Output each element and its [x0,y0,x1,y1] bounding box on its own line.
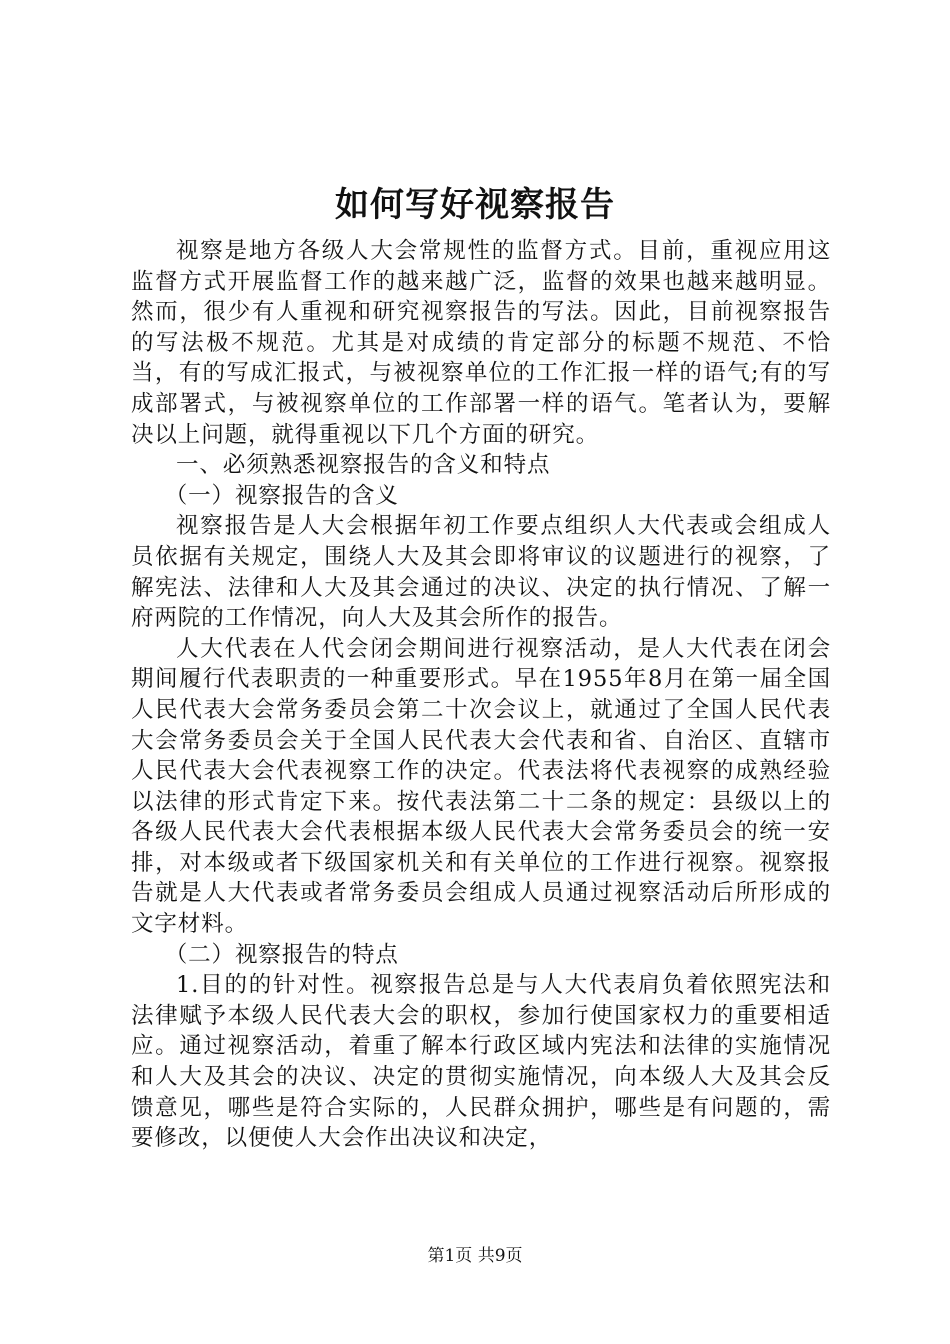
paragraph-definition: 视察报告是人大会根据年初工作要点组织人大代表或会组成人员依据有关规定，围绕人大及其会即将审议的议题进行的视察，了解宪法、法律和人大及其会通过的决议、决定的执行情况、了解一府两院的工作情况，向人大及其会所作的报告。 [131,513,831,632]
section-heading-1: 一、必须熟悉视察报告的含义和特点 [176,452,551,479]
page-footer: 第1页 共9页 [427,1246,523,1266]
document-body [131,236,831,1154]
paragraph-intro: 视察是地方各级人大会常规性的监督方式。目前，重视应用这监督方式开展监督工作的越来越广泛，监督的效果也越来越明显。然而，很少有人重视和研究视察报告的写法。因此，目前视察报告的写法极不规范。尤其是对成绩的肯定部分的标题不规范、不恰当，有的写成汇报式，与被视察单位的工作汇报一样的语气;有的写成部署式，与被视察单位的工作部署一样的语气。笔者认为，要解决以上问题，就得重视以下几个方面的研究。 [131,238,831,448]
subsection-heading-1: （一）视察报告的含义 [164,482,399,509]
paragraph-feature-1: 1.目的的针对性。视察报告总是与人大代表肩负着依照宪法和法律赋予本级人民代表大会的职权，参加行使国家权力的重要相适应。通过视察活动，着重了解本行政区域内宪法和法律的实施情况和人大及其会的决议、决定的贯彻实施情况，向本级人大及其会反馈意见，哪些是符合实际的，人民群众拥护，哪些是有问题的，需要修改，以便使人大会作出决议和决定， [131,972,831,1152]
document-title: 如何写好视察报告 [335,185,615,225]
paragraph-history: 人大代表在人代会闭会期间进行视察活动，是人大代表在闭会期间履行代表职责的一种重要形式。早在1955年8月在第一届全国人民代表大会常务委员会第二十次会议上，就通过了全国人民代表大会常务委员会关于全国人民代表大会代表和省、自治区、直辖市人民代表大会代表视察工作的决定。代表法将代表视察的成熟经验以法律的形式肯定下来。按代表法第二十二条的规定：县级以上的各级人民代表大会代表根据本级人民代表大会常务委员会的统一安排，对本级或者下级国家机关和有关单位的工作进行视察。视察报告就是人大代表或者常务委员会组成人员通过视察活动后所形成的文字材料。 [131,635,831,938]
subsection-heading-2: （二）视察报告的特点 [164,941,399,968]
